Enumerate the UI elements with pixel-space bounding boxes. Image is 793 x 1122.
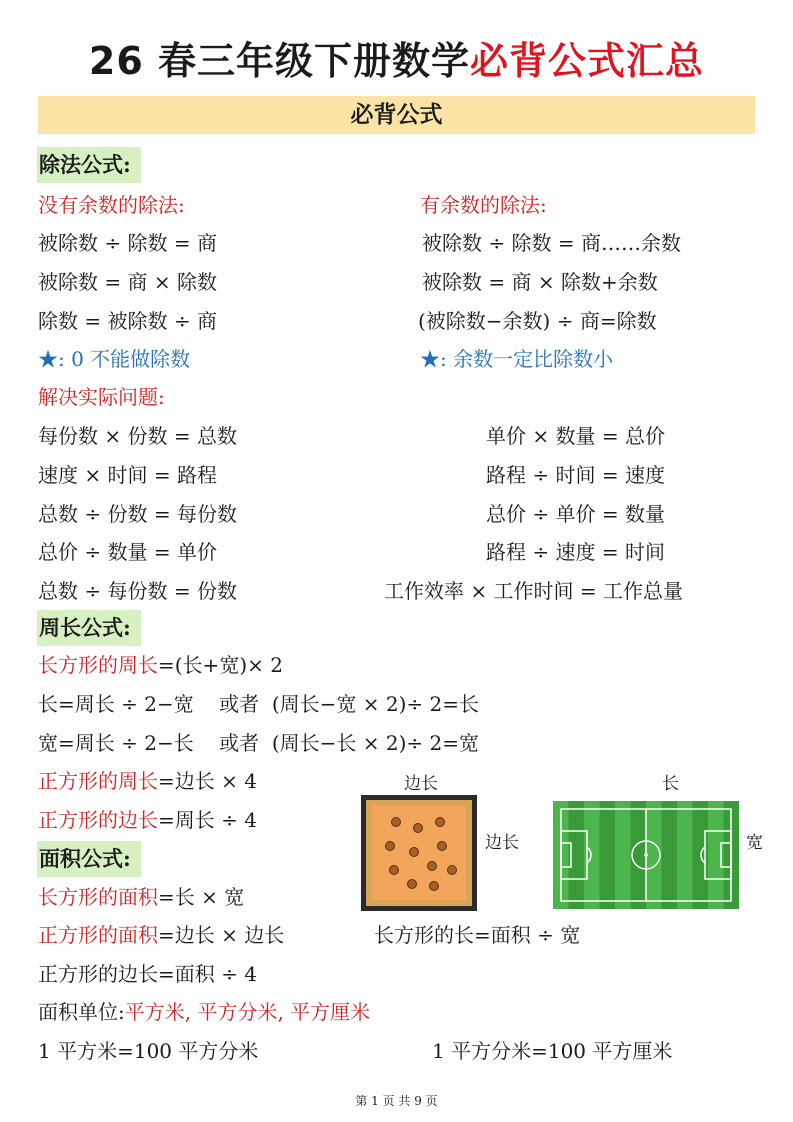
- formula-rest: =边长 × 4: [158, 769, 257, 793]
- remainder-formula: 被除数 ÷ 除数 = 商……余数: [422, 231, 681, 255]
- field-side-label: 宽: [746, 833, 763, 853]
- page-footer: 第 1 页 共 9 页: [355, 1094, 438, 1108]
- rect-length-formula: 长方形的长=面积 ÷ 宽: [374, 923, 581, 947]
- field-top-label: 长: [662, 774, 679, 794]
- rect-area-formula: [38, 882, 244, 912]
- practical-formula: 总数 ÷ 份数 = 每份数: [38, 502, 237, 526]
- remainder-heading: 有余数的除法:: [420, 193, 547, 217]
- square-side-label: 边长: [485, 833, 519, 853]
- square-area-formula: [38, 920, 284, 950]
- practical-formula: 速度 × 时间 = 路程: [38, 463, 217, 487]
- practical-formula: 单价 × 数量 = 总价: [486, 424, 665, 448]
- square-side-area-formula: 正方形的边长=面积 ÷ 4: [38, 962, 257, 986]
- conversion-1: 1 平方米=100 平方分米: [38, 1039, 259, 1063]
- practical-formula: 工作效率 × 工作时间 = 工作总量: [384, 579, 683, 603]
- remainder-formula: 被除数 = 商 × 除数+余数: [422, 270, 658, 294]
- area-heading: 面积公式:: [37, 841, 141, 877]
- length-formula: 长=周长 ÷ 2−宽 或者 (周长−宽 × 2)÷ 2=长: [38, 692, 480, 716]
- practical-formula: 总数 ÷ 每份数 = 份数: [38, 579, 237, 603]
- section-banner: 必背公式: [38, 96, 755, 134]
- remainder-note: ★: 余数一定比除数小: [420, 347, 614, 371]
- division-heading: 除法公式:: [37, 147, 141, 183]
- term: 长方形的面积: [38, 885, 158, 909]
- title-main: 26 春三年级下册数学: [88, 39, 471, 83]
- soccer-field-image: [553, 801, 739, 909]
- term: 正方形的周长: [38, 769, 158, 793]
- rect-perimeter-formula: [38, 650, 283, 680]
- no-remainder-heading: 没有余数的除法:: [38, 193, 185, 217]
- formula-rest: =周长 ÷ 4: [158, 808, 257, 832]
- units-values: 平方米, 平方分米, 平方厘米: [124, 1000, 371, 1024]
- formula-rest: =(长+宽)× 2: [158, 653, 283, 677]
- units-label: 面积单位:: [38, 1000, 125, 1024]
- width-formula: 宽=周长 ÷ 2−长 或者 (周长−长 × 2)÷ 2=宽: [38, 731, 480, 755]
- division-formula: 被除数 ÷ 除数 = 商: [38, 231, 217, 255]
- practical-formula: 每份数 × 份数 = 总数: [38, 424, 237, 448]
- practical-heading: 解决实际问题:: [38, 385, 165, 409]
- square-perimeter-formula: [38, 766, 257, 796]
- perimeter-heading: 周长公式:: [37, 610, 141, 646]
- formula-rest: =边长 × 边长: [158, 923, 285, 947]
- term: 正方形的面积: [38, 923, 158, 947]
- page-title: [0, 30, 793, 85]
- division-formula: 除数 = 被除数 ÷ 商: [38, 309, 217, 333]
- term: 正方形的边长: [38, 808, 158, 832]
- cracker-square-image: [360, 794, 478, 912]
- division-formula: 被除数 = 商 × 除数: [38, 270, 217, 294]
- term: 长方形的周长: [38, 653, 158, 677]
- divisor-note: ★: 0 不能做除数: [38, 347, 191, 371]
- conversion-2: 1 平方分米=100 平方厘米: [432, 1039, 673, 1063]
- practical-formula: 总价 ÷ 单价 = 数量: [486, 502, 665, 526]
- square-top-label: 边长: [404, 774, 438, 794]
- title-highlight: 必背公式汇总: [470, 39, 705, 83]
- area-units: [38, 997, 370, 1027]
- practical-formula: 路程 ÷ 速度 = 时间: [486, 540, 665, 564]
- remainder-formula: (被除数−余数) ÷ 商=除数: [418, 309, 657, 333]
- square-side-formula: [38, 805, 257, 835]
- formula-rest: =长 × 宽: [158, 885, 245, 909]
- practical-formula: 总价 ÷ 数量 = 单价: [38, 540, 217, 564]
- practical-formula: 路程 ÷ 时间 = 速度: [486, 463, 665, 487]
